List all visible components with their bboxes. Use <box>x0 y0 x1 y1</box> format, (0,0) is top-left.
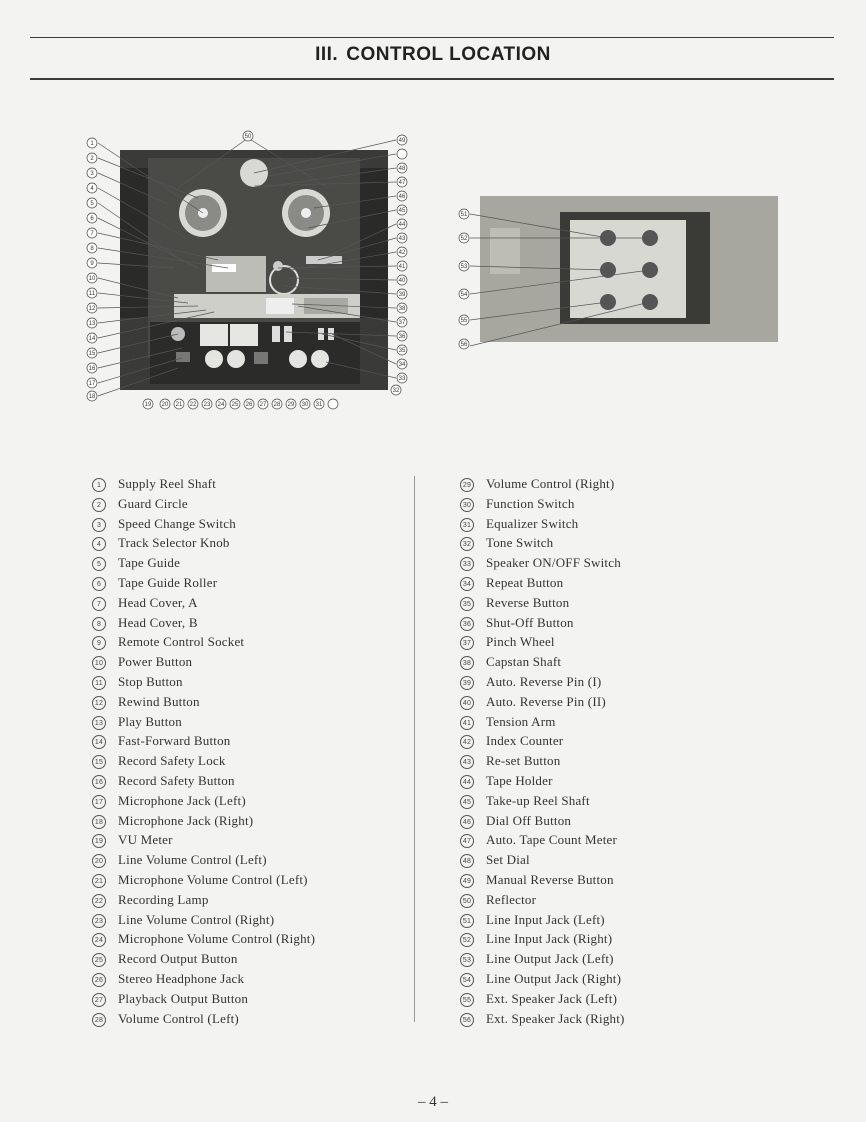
legend-item-number: 15 <box>92 755 106 769</box>
legend-item <box>460 811 780 831</box>
legend-item <box>92 949 412 969</box>
legend-item-label: Play Button <box>118 713 182 729</box>
legend-item-label: Auto. Reverse Pin (II) <box>486 693 606 709</box>
callout-26: 26 <box>245 402 253 408</box>
legend-item-label: Repeat Button <box>486 574 564 590</box>
callout-53: 53 <box>460 264 468 270</box>
callout-37: 37 <box>398 320 406 326</box>
legend-item <box>92 811 412 831</box>
section-number: III. <box>315 44 339 65</box>
legend-item-label: Record Output Button <box>118 951 238 967</box>
tape-deck-rear-panel-photo <box>450 190 780 350</box>
legend-item <box>92 514 412 534</box>
legend-item-number: 55 <box>460 993 474 1007</box>
legend-item <box>460 989 780 1009</box>
callout-46: 46 <box>398 194 406 200</box>
callout-43: 43 <box>398 236 406 242</box>
legend-item-label: Record Safety Lock <box>118 753 226 769</box>
legend-item-number: 13 <box>92 716 106 730</box>
legend-item-number: 21 <box>92 874 106 888</box>
legend-item-number: 35 <box>460 597 474 611</box>
legend-item-label: Stop Button <box>118 673 183 689</box>
legend-list-right <box>460 474 780 1028</box>
legend-item-number: 6 <box>92 577 106 591</box>
section-title <box>0 44 866 66</box>
legend-item-label: Rewind Button <box>118 693 200 709</box>
callout-5: 5 <box>90 201 94 207</box>
legend-item-number: 49 <box>460 874 474 888</box>
legend-list-left <box>92 474 412 1028</box>
legend-item-label: Microphone Volume Control (Right) <box>118 931 316 947</box>
legend-item-number: 7 <box>92 597 106 611</box>
legend-item <box>460 910 780 930</box>
callout-34: 34 <box>398 362 406 368</box>
legend-item-label: Capstan Shaft <box>486 654 562 670</box>
legend-item-number: 1 <box>92 478 106 492</box>
legend-item-number: 39 <box>460 676 474 690</box>
legend-item-number: 45 <box>460 795 474 809</box>
legend-item-number: 38 <box>460 656 474 670</box>
callout-29: 29 <box>287 402 295 408</box>
legend-item <box>92 771 412 791</box>
legend-item-number: 53 <box>460 953 474 967</box>
callout-39: 39 <box>398 292 406 298</box>
legend-item-label: Speaker ON/OFF Switch <box>486 555 621 571</box>
legend-item-number: 19 <box>92 834 106 848</box>
legend-item <box>92 929 412 949</box>
callout-21: 21 <box>175 402 183 408</box>
callout-55: 55 <box>460 318 468 324</box>
legend-item-number: 41 <box>460 716 474 730</box>
callout-7: 7 <box>90 231 94 237</box>
legend-item-label: Reverse Button <box>486 594 570 610</box>
legend-item-label: Ext. Speaker Jack (Right) <box>486 1010 625 1026</box>
legend-item-number: 51 <box>460 914 474 928</box>
legend-item <box>92 791 412 811</box>
callout-41: 41 <box>398 264 406 270</box>
legend-item-label: Power Button <box>118 654 193 670</box>
legend-item-label: Line Input Jack (Right) <box>486 931 613 947</box>
legend-item-label: Tape Guide Roller <box>118 574 218 590</box>
legend-item-number: 4 <box>92 537 106 551</box>
callout-50: 50 <box>244 134 252 140</box>
legend-item-label: Tone Switch <box>486 535 554 551</box>
callout-10: 10 <box>88 276 96 282</box>
legend-item <box>92 652 412 672</box>
legend-item <box>92 830 412 850</box>
callout-4: 4 <box>90 186 94 192</box>
callout-31: 31 <box>315 402 323 408</box>
legend-item-label: Supply Reel Shaft <box>118 476 217 491</box>
legend-item-label: Head Cover, A <box>118 594 198 610</box>
legend-item-label: Manual Reverse Button <box>486 871 614 887</box>
callout-49: 49 <box>398 138 406 144</box>
legend-item-number: 40 <box>460 696 474 710</box>
legend-item-number: 43 <box>460 755 474 769</box>
legend-item <box>92 850 412 870</box>
callout-54: 54 <box>460 292 468 298</box>
legend-item-label: Tape Holder <box>486 772 553 788</box>
callout-1: 1 <box>90 141 94 147</box>
legend-item-label: Pinch Wheel <box>486 634 555 650</box>
legend-item <box>460 850 780 870</box>
legend-item-number: 47 <box>460 834 474 848</box>
legend-item-label: Remote Control Socket <box>118 634 245 650</box>
legend-item-number: 8 <box>92 617 106 631</box>
legend-item <box>460 593 780 613</box>
callout-35: 35 <box>398 348 406 354</box>
legend-item-label: Equalizer Switch <box>486 515 579 531</box>
header-rule-bottom <box>30 78 834 80</box>
legend-item <box>92 533 412 553</box>
legend-item-label: Volume Control (Left) <box>118 1010 239 1026</box>
legend-item-label: Tension Arm <box>486 713 556 729</box>
callout-2: 2 <box>90 156 94 162</box>
legend-item-label: Microphone Volume Control (Left) <box>118 871 308 887</box>
legend-item <box>460 751 780 771</box>
legend-item-number: 50 <box>460 894 474 908</box>
legend-item-label: Line Output Jack (Right) <box>486 970 622 986</box>
callout-16: 16 <box>88 366 96 372</box>
legend-item-number: 23 <box>92 914 106 928</box>
legend-item-label: Record Safety Button <box>118 772 235 788</box>
legend-item-number: 28 <box>92 1013 106 1027</box>
legend-item <box>460 731 780 751</box>
legend-item-number: 9 <box>92 636 106 650</box>
legend-item-number: 22 <box>92 894 106 908</box>
legend-item <box>460 474 780 494</box>
callout-19: 19 <box>144 402 152 408</box>
tape-deck-front-photo <box>78 128 418 418</box>
legend-item <box>460 929 780 949</box>
callout-48: 48 <box>398 166 406 172</box>
legend-item-label: Recording Lamp <box>118 891 209 907</box>
legend-item <box>92 494 412 514</box>
legend-item <box>460 632 780 652</box>
legend-item <box>92 553 412 573</box>
legend-item <box>460 613 780 633</box>
legend-item-label: Re-set Button <box>486 753 561 769</box>
legend-item-label: Ext. Speaker Jack (Left) <box>486 990 618 1006</box>
legend-item <box>460 553 780 573</box>
legend-item-number: 16 <box>92 775 106 789</box>
legend-item-label: Line Volume Control (Left) <box>118 852 267 868</box>
legend-item-label: Function Switch <box>486 495 575 511</box>
legend-item-number: 20 <box>92 854 106 868</box>
legend-item-label: Line Volume Control (Right) <box>118 911 275 927</box>
callout-45: 45 <box>398 208 406 214</box>
legend-item <box>460 573 780 593</box>
callout-12: 12 <box>88 306 96 312</box>
legend-item-number: 25 <box>92 953 106 967</box>
legend-item-label: Dial Off Button <box>486 812 572 828</box>
legend-item <box>92 613 412 633</box>
legend-item-label: Tape Guide <box>118 555 181 571</box>
legend-item-number: 24 <box>92 933 106 947</box>
legend-item <box>460 791 780 811</box>
legend-item-label: Line Input Jack (Left) <box>486 911 605 927</box>
callout-44: 44 <box>398 222 406 228</box>
legend-item-label: Track Selector Knob <box>118 535 230 551</box>
legend-item-number: 36 <box>460 617 474 631</box>
callout-47: 47 <box>398 180 406 186</box>
callout-8: 8 <box>90 246 94 252</box>
legend-item-label: Auto. Reverse Pin (I) <box>486 673 602 689</box>
callout-33: 33 <box>398 376 406 382</box>
callout-42: 42 <box>398 250 406 256</box>
legend-item <box>92 890 412 910</box>
legend-item-label: Microphone Jack (Right) <box>118 812 254 828</box>
legend-item-label: Reflector <box>486 891 537 907</box>
legend-item-label: Index Counter <box>486 733 564 749</box>
legend-item <box>92 593 412 613</box>
callout-27: 27 <box>259 402 267 408</box>
legend-item-number: 11 <box>92 676 106 690</box>
legend-item-number: 32 <box>460 537 474 551</box>
legend-item-number: 17 <box>92 795 106 809</box>
legend-item <box>92 751 412 771</box>
legend-item-number: 37 <box>460 636 474 650</box>
legend-item <box>460 969 780 989</box>
legend-item-label: Speed Change Switch <box>118 515 236 531</box>
legend-item-label: Guard Circle <box>118 495 188 511</box>
callout-15: 15 <box>88 351 96 357</box>
legend-item-number: 26 <box>92 973 106 987</box>
legend-item <box>460 890 780 910</box>
legend-item <box>92 910 412 930</box>
legend-item-number: 10 <box>92 656 106 670</box>
legend-item <box>92 870 412 890</box>
legend-item-label: Playback Output Button <box>118 990 249 1006</box>
legend-item-number: 31 <box>460 518 474 532</box>
callout-17: 17 <box>88 381 96 387</box>
legend-item <box>92 989 412 1009</box>
legend-item <box>92 632 412 652</box>
legend-item-label: Head Cover, B <box>118 614 198 630</box>
legend-item-number: 12 <box>92 696 106 710</box>
legend-item-label: Stereo Headphone Jack <box>118 970 245 986</box>
legend-item-number: 2 <box>92 498 106 512</box>
callout-38: 38 <box>398 306 406 312</box>
callout-23: 23 <box>203 402 211 408</box>
legend-item-number: 48 <box>460 854 474 868</box>
legend-item-number: 46 <box>460 815 474 829</box>
legend-item-label: VU Meter <box>118 832 173 848</box>
legend-item <box>92 672 412 692</box>
callout-36: 36 <box>398 334 406 340</box>
callout-52: 52 <box>460 236 468 242</box>
legend-item <box>92 474 412 494</box>
legend-item <box>460 652 780 672</box>
callout-51: 51 <box>460 212 468 218</box>
legend-item <box>460 712 780 732</box>
callout-14: 14 <box>88 336 96 342</box>
legend-item <box>460 533 780 553</box>
section-title-text: CONTROL LOCATION <box>346 44 551 65</box>
legend-item-number: 18 <box>92 815 106 829</box>
callout-11: 11 <box>88 291 96 297</box>
legend-item <box>460 949 780 969</box>
legend-item-label: Shut-Off Button <box>486 614 574 630</box>
legend-item-number: 29 <box>460 478 474 492</box>
callout-6: 6 <box>90 216 94 222</box>
legend-item-number: 54 <box>460 973 474 987</box>
legend-item <box>92 1009 412 1029</box>
legend-item <box>92 969 412 989</box>
legend-item-label: Volume Control (Right) <box>486 476 615 491</box>
legend-item-label: Auto. Tape Count Meter <box>486 832 618 848</box>
legend-item-label: Fast-Forward Button <box>118 733 231 749</box>
callout-25: 25 <box>231 402 239 408</box>
legend-item-number: 33 <box>460 557 474 571</box>
callout-24: 24 <box>217 402 225 408</box>
header-rule-top <box>30 37 834 38</box>
legend-item-label: Line Output Jack (Left) <box>486 951 614 967</box>
legend-item <box>92 731 412 751</box>
legend-item-number: 34 <box>460 577 474 591</box>
legend-divider <box>414 476 415 1022</box>
legend-item-label: Microphone Jack (Left) <box>118 792 246 808</box>
legend-item <box>460 692 780 712</box>
legend-item <box>460 514 780 534</box>
legend-item-number: 14 <box>92 735 106 749</box>
callout-40: 40 <box>398 278 406 284</box>
legend-item-number: 27 <box>92 993 106 1007</box>
legend-item <box>92 712 412 732</box>
callout-56: 56 <box>460 342 468 348</box>
legend-item <box>460 1009 780 1029</box>
callout-32: 32 <box>392 388 400 394</box>
legend-item-number: 30 <box>460 498 474 512</box>
legend-item-number: 52 <box>460 933 474 947</box>
page-number: – 4 – <box>418 1094 448 1110</box>
callout-20: 20 <box>161 402 169 408</box>
callout-13: 13 <box>88 321 96 327</box>
legend-item-number: 42 <box>460 735 474 749</box>
legend-item-label: Take-up Reel Shaft <box>486 792 590 808</box>
callout-22: 22 <box>189 402 197 408</box>
legend-item-number: 56 <box>460 1013 474 1027</box>
legend-item <box>460 771 780 791</box>
legend-item <box>460 672 780 692</box>
legend-item-number: 3 <box>92 518 106 532</box>
callout-30: 30 <box>301 402 309 408</box>
callout-9: 9 <box>90 261 94 267</box>
legend-item <box>460 494 780 514</box>
legend-item <box>92 573 412 593</box>
callout-18: 18 <box>88 394 96 400</box>
legend-item <box>92 692 412 712</box>
callout-28: 28 <box>273 402 281 408</box>
legend-item <box>460 830 780 850</box>
callout-3: 3 <box>90 171 94 177</box>
legend-item-number: 5 <box>92 557 106 571</box>
legend-item-number: 44 <box>460 775 474 789</box>
legend-item-label: Set Dial <box>486 852 530 868</box>
legend-item <box>460 870 780 890</box>
